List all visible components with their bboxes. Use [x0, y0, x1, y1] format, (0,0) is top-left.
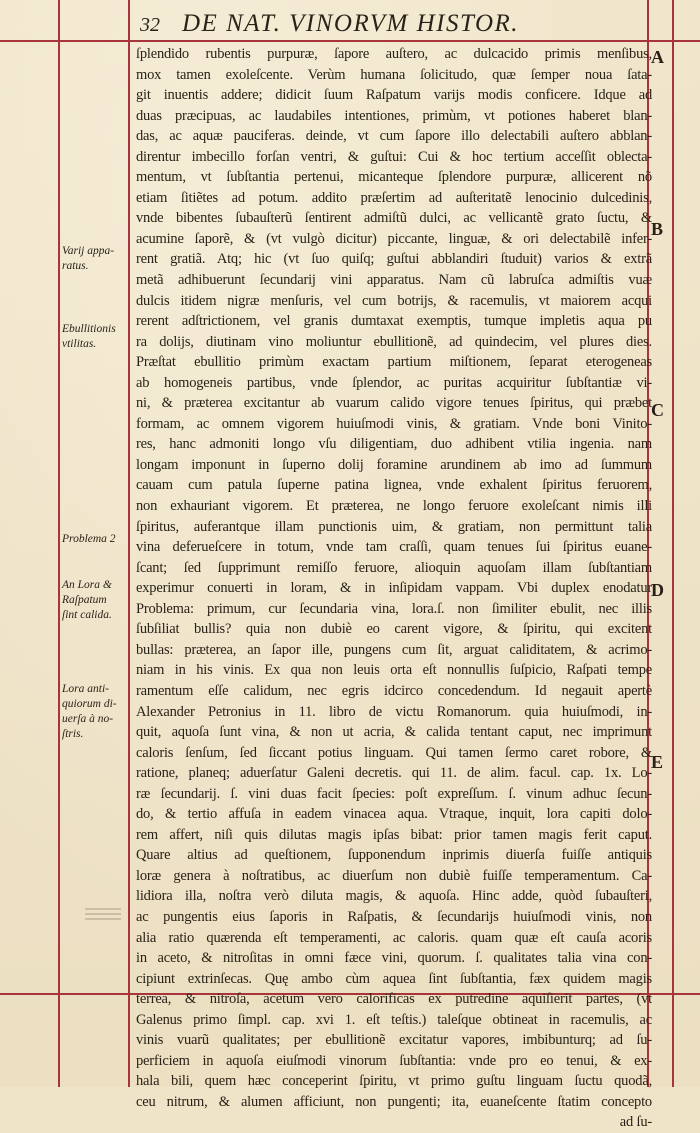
- page-number: 32: [140, 14, 160, 36]
- side-note-varij-apparatus: Varij appa- ratus.: [62, 245, 115, 272]
- text-line: Quare altius ad queſtionem, ſupponendum inprimis diuerſa fuiſſe antiquis: [136, 847, 652, 864]
- text-line: ſplendido rubentis purpuræ, ſapore auſtero, ac dulcacido primis menſibus,: [136, 46, 652, 62]
- text-line: hala bili, quem hæc conceperint ſpiritu, vt primo guſtu linguam ſuctu quodã,: [136, 1073, 652, 1090]
- text-line: rerent adſtrictionem, vel granis dumtaxat exemptis, tumque impletis aqua pu: [136, 313, 652, 330]
- text-line: ni, & præterea excitantur ab vuarum calido vigore tenues ſpiritus, qui præbet: [136, 395, 652, 412]
- text-line: caloris ſenſum, ſed ſiccant potius linguam. Qui tamen ſermo caret robore, &: [136, 744, 652, 761]
- text-line: lidiora illa, noſtra verò diluta magis, & aquoſa. Hinc adde, quòd ſubauſteri,: [136, 888, 652, 905]
- section-letter-e: E: [651, 752, 664, 772]
- text-line: Galenus primo ſimpl. cap. xvi 1. eſt teſtis.) taleſque obtineat in racemulis, ac: [136, 1011, 652, 1028]
- text-line: vina deferueſcere in totum, vnde tam craſſi, quam tenues ſui ſpiritus euane-: [136, 539, 652, 556]
- text-line: formam, ac omnem vigorem huiuſmodi vinis, & gratiam. Vnde boni Vinito-: [136, 415, 652, 432]
- text-line: ramentum eſſe calidum, nec egris idcirco concedendum. Id negauit apertè: [136, 682, 652, 699]
- text-line: ſcant; ſed ſupprimunt remiſſo feruore, alioquin aquoſam illam ſubſtantiam: [136, 559, 652, 576]
- body-text: [136, 44, 652, 1133]
- section-letter-d: D: [651, 580, 664, 600]
- text-line: acumine ſaporẽ, & (vt vulgò dicitur) piccante, linguæ, & ori delectabilẽ infer-: [136, 230, 652, 247]
- text-line: terrea, & nitroſa, acetum vero calorificas ex putredine aquiſierit partes, (vt: [136, 991, 652, 1008]
- text-line: das, ac aquæ pauciferas. deinde, vt cum ſapore illo delectabili auſtero abblan-: [136, 128, 652, 145]
- text-line: direntur imbecillo forſan ventri, & guſtui: Cui & hoc tertium acceſſit oblecta-: [136, 148, 652, 165]
- text-line: alia ratio quærenda eſt temperamenti, ac caloris. quam quæ eſt cauſa acoris: [136, 929, 652, 946]
- text-line: non exhauriant vigorem. Et præterea, ne longo feruore exoleſcant nimis illi: [136, 498, 652, 515]
- text-line: metã adhibuerunt ſecundarij vini apparatus. Nam cũ labruſca admiſtis vuæ: [136, 272, 652, 289]
- right-margin-rule-outer: [672, 0, 674, 1087]
- side-note-problema: Problema 2: [62, 533, 116, 545]
- text-line: ſpiritus, auferantque illam punctionis uim, & gratiam, non permittunt talia: [136, 518, 652, 535]
- text-line: ac pungentis eius ſaporis in Raſpatis, & ſecundarijs huiuſmodi vinis, non: [136, 908, 652, 925]
- text-line: ſubſiliat bullis? quia non dubiè eo carent vigore, & ſpiritu, qui excitent: [136, 621, 652, 638]
- text-line: Alexander Petronius in 11. libro de victu Romanorum. quia huiuſmodi, in-: [136, 703, 652, 720]
- text-line: git inuentis addere; didicit ſuum Raſpatum varijs modis conficere. Idque ad: [136, 87, 652, 104]
- text-line: Problema: primum, cur ſecundaria vina, lora.ſ. non ſimiliter ebulit, nec illis: [136, 600, 652, 617]
- text-line: perficiem in aquoſa eiuſmodi vinorum ſubſtantia: vnde pro eo tenui, & ex-: [136, 1052, 652, 1069]
- text-line: niam in his vinis. Ex qua non leuis orta eſt nonnullis ſuſpicio, Raſpati tempe: [136, 662, 652, 679]
- side-note-lora-calida: An Lora & Raſpatum ſint calida.: [62, 579, 112, 621]
- text-line: quit, aquoſa ſunt vina, & non ut acria, & calida tentant caput, nec imprimunt: [136, 724, 652, 741]
- catchword: ad ſu-: [619, 1114, 652, 1131]
- text-line: in aceto, & nitroſitas in omni fæce vini, quorum. ſ. qualitates talia vina con-: [136, 950, 652, 967]
- running-title: DE NAT. VINORVM HISTOR.: [182, 10, 520, 37]
- text-line: loræ genera à noſtratibus, ac diuerſum non dubiè fuiſſe temperamentum. Ca-: [136, 867, 652, 884]
- text-line: ra dolijs, diutinam vino moliuntur ebullitionẽ, ad quindecim, vel plures dies.: [136, 333, 652, 350]
- text-line: ratione, planeq; aduerſatur Galeni decretis. qui 11. de alim. facul. cap. 1x. Lo-: [136, 765, 652, 782]
- text-line: rent gratiã. Atq; hic (vt ſuo quiſq; guſtui abblandiri ſtuduit) varios & extrã: [136, 251, 652, 268]
- text-line: vnde bibentes ſubauſterũ ſentirent admiſtũ dulci, ac vellicantẽ grato ſuctu, &: [136, 210, 652, 227]
- text-line: vinis vuarũ qualitates; per ebullitionẽ excitatur vapores, imbibunturq; ad ſu-: [136, 1032, 652, 1049]
- header-rule: [0, 40, 700, 42]
- text-line: etiam ſitiẽtes ad potum. addito præſertim ad auſteritatẽ lenocinio dulcedinis,: [136, 189, 652, 206]
- section-letter-a: A: [651, 47, 664, 67]
- page-header: [140, 10, 610, 38]
- text-line: cauam cum patula ſuperne patina lignea, vnde exhalent ſpiritus feruorem,: [136, 477, 652, 494]
- text-line: longam imponunt in ſuperno dolij foramine arundinem ab imo ad ſummum: [136, 456, 652, 473]
- text-line: ab homogeneis partibus, vnde ſplendor, ac puritas acquiritur ſubſtantiæ vi-: [136, 374, 652, 391]
- text-line: ceu nitrum, & alumen afficiunt, non pungenti; ita, euaneſcente ſtatim concepto: [136, 1093, 652, 1110]
- text-line: cipiunt extrinſecas. Quę ambo cùm aquea ſint ſubſtantia, fæx quidem magis: [136, 970, 652, 987]
- text-line: res, hanc admoniti longo vſu diligentiam, duo adhibent vtilia ingenia. nam: [136, 436, 652, 453]
- section-letter-b: B: [651, 219, 664, 239]
- left-margin-rule-outer: [58, 0, 60, 1087]
- side-note-ebullitionis-vtilitas: Ebullitionis vtilitas.: [62, 323, 116, 350]
- text-line: ræ ſecundarij. ſ. vini duas facit ſpecies: poſt expreſſum. ſ. vinum adhuc ſecun-: [136, 785, 652, 802]
- text-line: do, & tertio affuſa in eadem vinacea aqua. Vtraque, inquit, lora capiti dolo-: [136, 806, 652, 823]
- side-note-lora-antiquiorum: Lora anti- quiorum di- uerſa à no- ſtris.: [62, 683, 117, 740]
- text-line: duas præcipuas, ac laudabiles intentiones, primùm, vt potiones haberet blan-: [136, 107, 652, 124]
- text-line: mox tamen exoleſcente. Verùm humana ſolicitudo, quæ ſemper noua ſata-: [136, 66, 652, 83]
- section-letter-c: C: [651, 400, 664, 420]
- text-line: rem affert, niſi quis dilutas magis ipſas bibat: prior tamen magis ferit caput.: [136, 826, 652, 843]
- text-line: mentum, vt ſubſtantia pertenui, micanteque ſplendore purpuræ, allicerent nõ: [136, 169, 652, 186]
- text-line: experimur conuerti in loram, & in inſipidam vappam. Vbi duplex enodatur: [136, 580, 652, 597]
- text-line: Præſtat ebullitio primùm exactam partium miſtionem, ſeparat eterogeneas: [136, 354, 652, 371]
- text-line: dulcis itidem nigræ menſuris, vel cum botrijs, & racemulis, vt maiorem acqui: [136, 292, 652, 309]
- show-through-marks: [85, 905, 121, 923]
- text-line: bullas: præterea, an ſapor ille, pungens cum ſit, arguat caliditatem, & acrimo-: [136, 641, 652, 658]
